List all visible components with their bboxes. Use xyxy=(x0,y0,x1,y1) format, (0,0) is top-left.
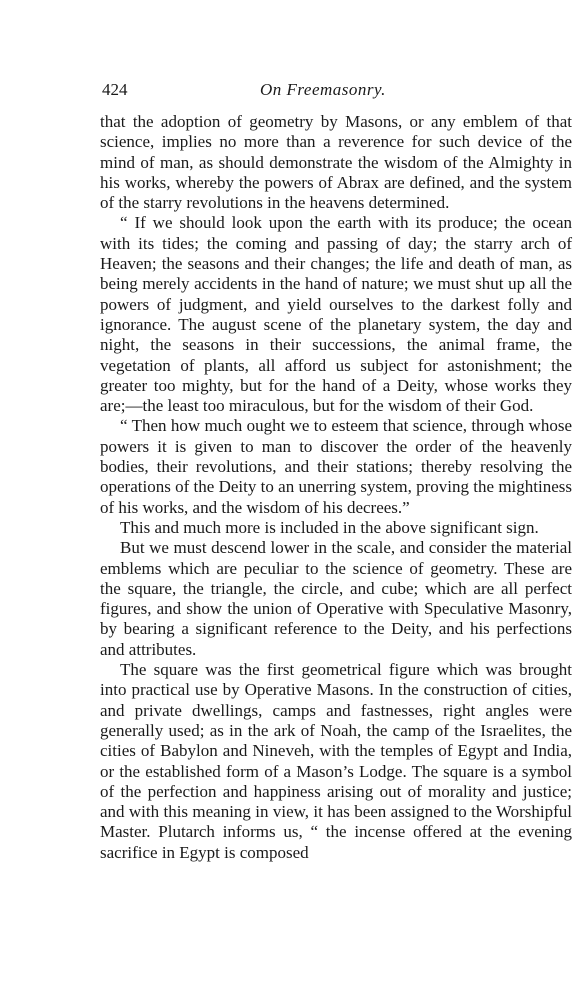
book-page xyxy=(100,80,572,863)
body-text xyxy=(100,112,572,863)
page-header xyxy=(100,80,572,104)
paragraph-square: The square was the first geometrical figure which was brought into practical use by Operative Masons. In the construction of cities, and private dwellings, camps and fastnesses, right angles were generally used; as in the ark of Noah, the camp of the Israelites, the cities of Babylon and Nineveh, with the temples of Egypt and India, or the established form of a Mason’s Lodge. The square is a symbol of the perfection and happiness arising out of morality and justice; and with this meaning in view, it has been assigned to the Worshipful Master. Plutarch informs us, “ the incense offered at the evening sacrifice in Egypt is composed xyxy=(100,660,572,862)
paragraph-material-emblems: But we must descend lower in the scale, and consider the material emblems which are peculiar to the science of geometry. These are the square, the triangle, the circle, and cube; which are all perfect figures, and show the union of Operative with Speculative Masonry, by bearing a significant reference to the Deity, and his perfections and attributes. xyxy=(100,538,572,659)
paragraph-quotation-science: “ Then how much ought we to esteem that science, through whose powers it is given to man to discover the order of the heavenly bodies, their revolutions, and their stations; thereby resolving the operations of the Deity to an unerring system, proving the mightiness of his works, and the wisdom of his decrees.” xyxy=(100,416,572,517)
running-title: On Freemasonry. xyxy=(260,80,386,99)
paragraph-quotation-earth: “ If we should look upon the earth with its produce; the ocean with its tides; the coming and passing of day; the starry arch of Heaven; the seasons and their changes; the life and death of man, as being merely accidents in the hand of nature; we must shut up all the powers of judgment, and yield ourselves to the darkest folly and ignorance. The august scene of the planetary system, the day and night, the seasons in their successions, the animal frame, the vegetation of plants, all afford us subject for astonishment; the greater too mighty, but for the hand of a Deity, whose works they are;—the least too miraculous, but for the wisdom of their God. xyxy=(100,213,572,416)
paragraph-continued: that the adoption of geometry by Masons, or any emblem of that science, implies no more than a reverence for such device of the mind of man, as should demonstrate the wisdom of the Almighty in his works, whereby the powers of Abrax are defined, and the system of the starry revolutions in the heavens determined. xyxy=(100,112,572,213)
paragraph-significant-sign: This and much more is included in the above significant sign. xyxy=(120,517,539,537)
page-number: 424 xyxy=(102,80,128,99)
